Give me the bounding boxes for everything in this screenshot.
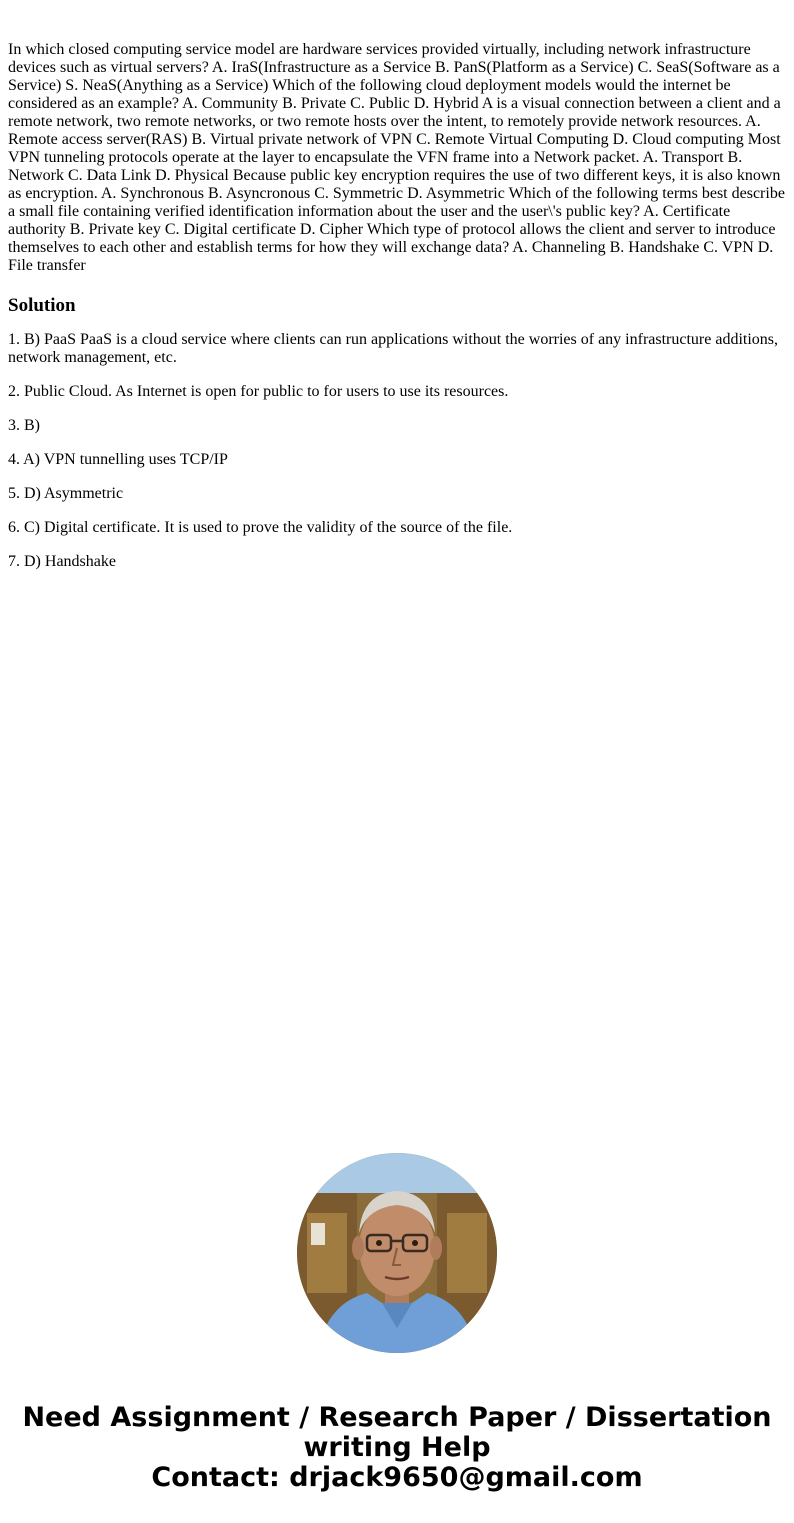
answer-item: 4. A) VPN tunnelling uses TCP/IP bbox=[8, 451, 228, 468]
promo-line-2: writing Help bbox=[303, 1432, 491, 1463]
main-content bbox=[8, 41, 786, 587]
author-avatar bbox=[297, 1153, 497, 1353]
answer-item: 1. B) PaaS PaaS is a cloud service where clients can run applications without the worries of any infrastructure additions, network management, etc. bbox=[8, 331, 779, 366]
question-text: In which closed computing service model are hardware services provided virtually, including network infrastructure devices such as virtual servers? A. IraS(Infrastructure as a Service B. PanS(Platform as a Service) C. SeaS(Software as a Service) S. NeaS(Anything as a Service) Which of the following cloud deployment models would the internet be considered as an example? A. Community B. Private C. Public D. Hybrid A is a visual connection between a client and a remote network, two remote networks, or two remote hosts over the intent, to remotely provide network resources. A. Remote access server(RAS) B. Virtual private network of VPN C. Remote Virtual Computing D. Cloud computing Most VPN tunneling protocols operate at the layer to encapsulate the VFN frame into a Network packet. A. Transport B. Network C. Data Link D. Physical Because public key encryption requires the use of two different keys, it is also known as encryption. A. Synchronous B. Asyncronous C. Symmetric D. Asymmetric Which of the following terms best describe a small file containing verified identification information about the user and the user\'s public key? A. Certificate authority B. Private key C. Digital certificate D. Cipher Which type of protocol allows the client and server to introduce themselves to each other and establish terms for how they will exchange data? A. Channeling B. Handshake C. VPN D. File transfer bbox=[8, 41, 785, 274]
promo-line-1: Need Assignment / Research Paper / Dissertation bbox=[22, 1402, 772, 1433]
solution-heading: Solution bbox=[8, 295, 76, 316]
answer-item: 3. B) bbox=[8, 417, 40, 434]
answer-item: 7. D) Handshake bbox=[8, 553, 116, 570]
answer-item: 2. Public Cloud. As Internet is open for public to for users to use its resources. bbox=[8, 383, 509, 400]
contact-email[interactable]: Contact: drjack9650@gmail.com bbox=[151, 1462, 643, 1493]
answer-item: 5. D) Asymmetric bbox=[8, 485, 124, 502]
answer-item: 6. C) Digital certificate. It is used to prove the validity of the source of the file. bbox=[8, 519, 513, 536]
contact-banner bbox=[0, 1403, 794, 1493]
